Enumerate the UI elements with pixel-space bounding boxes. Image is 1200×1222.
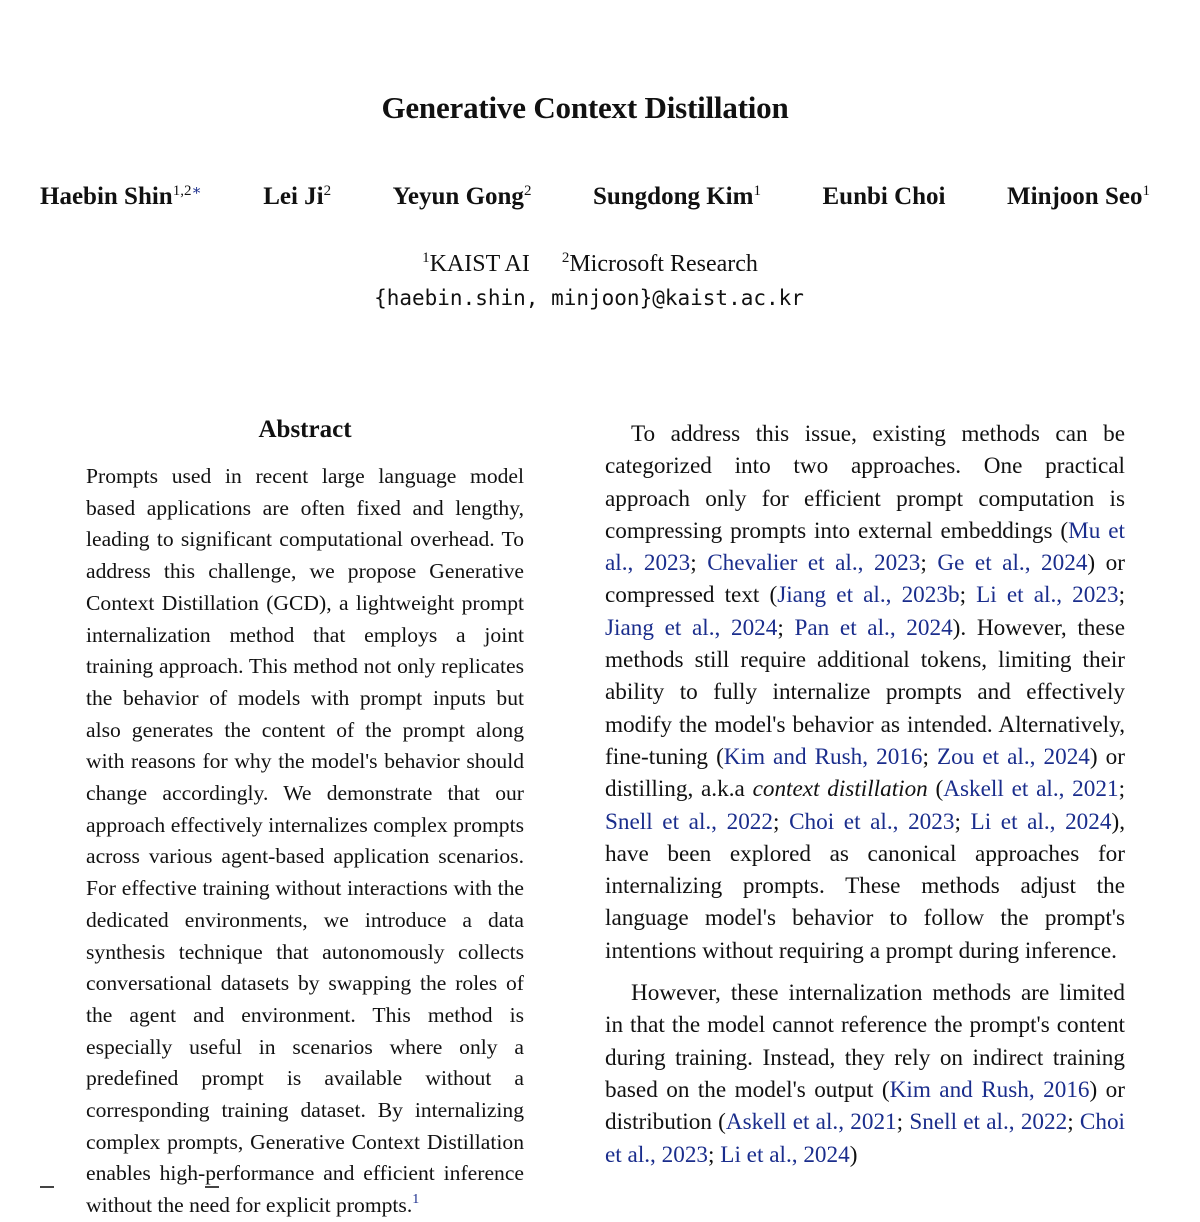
author: Haebin Shin$^{1,2∗}$ xyxy=(40,183,202,210)
author-email: {haebin.shin, minjoon}@kaist.ac.kr xyxy=(374,286,804,310)
author: Yeyun Gong$^2$ xyxy=(392,183,532,210)
author: Lei Ji$^2$ xyxy=(263,183,332,210)
citation-link[interactable]: Choi et al., 2023 xyxy=(789,808,955,835)
citation-link[interactable]: Li et al., 2024 xyxy=(970,808,1112,835)
author: Minjoon Seo$^1$ xyxy=(1007,183,1150,210)
citation-link[interactable]: Li et al., 2023 xyxy=(976,582,1119,609)
citation-link[interactable]: Li et al., 2024 xyxy=(720,1141,850,1168)
citation-link[interactable]: Zou et al., 2024 xyxy=(936,743,1090,770)
cropped-footnote-rule xyxy=(205,1186,219,1188)
footnote-mark[interactable]: 1 xyxy=(412,1192,420,1208)
intro-column xyxy=(605,418,1125,1171)
citation-link[interactable]: Jiang et al., 2024 xyxy=(605,614,778,641)
affiliation: $^2$Microsoft Research xyxy=(561,250,758,277)
citation-link[interactable]: Snell et al., 2022 xyxy=(909,1109,1068,1136)
author: Sungdong Kim$^1$ xyxy=(592,183,761,210)
abstract-heading: Abstract xyxy=(258,416,352,443)
citation-link[interactable]: Kim and Rush, 2016 xyxy=(889,1076,1090,1103)
paragraph: However, these internalization methods are limited in that the model cannot reference the prompt's content during training. Instead, they rely on indirect training based on the model's output (Kim and Rush, 2016) or distribution (Askell et al., 2021; Snell et al., 2022; Choi et al., 2023; Li et al., 2024) xyxy=(605,980,1126,1168)
citation-link[interactable]: Snell et al., 2022 xyxy=(605,808,773,835)
cropped-footnote-rule xyxy=(40,1186,54,1188)
abstract-text: Prompts used in recent large language model based applications are often fixed and lengthy, leading to significant computational overhead. To address this challenge, we propose Generative Context Distillation (GCD), a lightweight prompt internalization method that employs a joint training approach. This method not only replicates the behavior of models with prompt inputs but also generates the content of the prompt along with reasons for why the model's behavior should change accordingly. We demonstrate that our approach effectively internalizes complex prompts across various agent-based application scenarios. For effective training without interactions with the dedicated environments, we introduce a data synthesis technique that autonomously collects conversational datasets by swapping the roles of the agent and environment. This method is especially useful in scenarios where only a predefined prompt is available without a corresponding training dataset. By internalizing complex prompts, Generative Context Distillation enables high-performance and efficient inference without the need for explicit prompts.$^1$ xyxy=(86,464,524,1218)
citation-link[interactable]: Chevalier et al., 2023 xyxy=(707,550,921,577)
citation-link[interactable]: Pan et al., 2024 xyxy=(794,614,953,641)
citation-link[interactable]: Choi et al., 2023 xyxy=(605,1109,1126,1168)
author-list xyxy=(40,183,1150,211)
paper-title: Generative Context Distillation xyxy=(381,90,789,125)
citation-link[interactable]: Jiang et al., 2023b xyxy=(777,582,960,609)
author: Eunbi Choi xyxy=(822,183,946,210)
citation-link[interactable]: Mu et al., 2023 xyxy=(605,517,1125,577)
corresponding-author-mark[interactable]: ∗ xyxy=(191,183,202,199)
affiliations xyxy=(0,251,1180,278)
citation-link[interactable]: Askell et al., 2021 xyxy=(725,1109,897,1136)
affiliation: $^1$KAIST AI xyxy=(422,250,530,277)
emphasis: context distillation xyxy=(752,776,928,803)
citation-link[interactable]: Ge et al., 2024 xyxy=(937,550,1088,577)
citation-link[interactable]: Kim and Rush, 2016 xyxy=(723,743,923,770)
citation-link[interactable]: Askell et al., 2021 xyxy=(943,776,1119,803)
paragraph: To address this issue, existing methods can be categorized into two approaches. One practical approach only for efficient prompt computation is compressing prompts into external embeddings (Mu et al., 2023; Chevalier et al., 2023; Ge et al., 2024) or compressed text (Jiang et al., 2023b; Li et al., 2023; Jiang et al., 2024; Pan et al., 2024). However, these methods still require additional tokens, limiting their ability to fully internalize prompts and effectively modify the model's behavior as intended. Alternatively, fine-tuning (Kim and Rush, 2016; Zou et al., 2024) or distilling, a.k.a context distillation (Askell et al., 2021; Snell et al., 2022; Choi et al., 2023; Li et al., 2024), have been explored as canonical approaches for internalizing prompts. These methods adjust the language model's behavior to follow the prompt's intentions without requiring a prompt during inference. xyxy=(605,421,1126,964)
